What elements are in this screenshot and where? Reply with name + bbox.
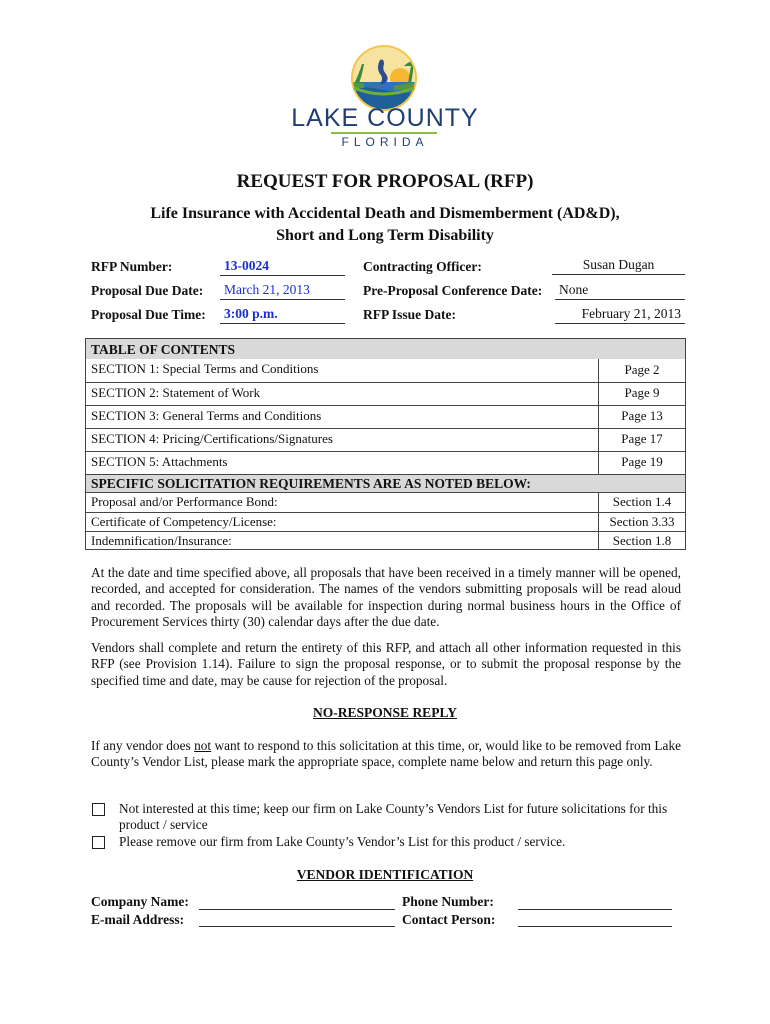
toc-row xyxy=(86,406,685,428)
toc-row-label: SECTION 5: Attachments xyxy=(91,454,228,469)
vendor-identification-heading: VENDOR IDENTIFICATION xyxy=(296,867,474,882)
email-field[interactable] xyxy=(199,926,395,927)
toc-row-page: Page 9 xyxy=(598,383,685,405)
toc-row xyxy=(86,383,685,405)
requirement-label: Certificate of Competency/License: xyxy=(91,514,277,529)
contracting-officer-label: Contracting Officer: xyxy=(363,259,482,274)
toc-row xyxy=(86,359,685,382)
requirement-ref: Section 3.33 xyxy=(598,513,685,531)
toc-row-label: SECTION 2: Statement of Work xyxy=(91,385,261,400)
vendor-instructions-paragraph: Vendors shall complete and return the entirety of this RFP, and attach all other information requested in this RFP (see Provision 1.14). Failure to sign the proposal response, or to submit the proposal response by the specified time and date, may be cause for rejection of the proposal. xyxy=(91,640,681,688)
brand-name: LAKE COUNTY xyxy=(291,104,479,132)
issue-date-value: February 21, 2013 xyxy=(555,306,685,324)
toc-row-page: Page 2 xyxy=(598,359,685,382)
contact-person-label: Contact Person: xyxy=(402,912,496,927)
keep-on-list-checkbox[interactable] xyxy=(92,803,105,816)
toc-row-label: SECTION 3: General Terms and Conditions xyxy=(91,408,322,423)
requirement-row xyxy=(86,513,685,531)
phone-number-field[interactable] xyxy=(518,909,672,910)
remove-from-list-option: Please remove our firm from Lake County’s Vendor’s List for this product / service. xyxy=(119,834,566,849)
document-title: REQUEST FOR PROPOSAL (RFP) xyxy=(236,171,534,192)
due-time-label: Proposal Due Time: xyxy=(91,307,206,322)
requirement-ref: Section 1.8 xyxy=(598,532,685,549)
document-subtitle-2: Short and Long Term Disability xyxy=(276,227,494,244)
brand-subtitle: FLORIDA xyxy=(341,135,429,149)
requirement-row xyxy=(86,532,685,549)
pre-proposal-label: Pre-Proposal Conference Date: xyxy=(363,283,543,298)
toc-row-page: Page 17 xyxy=(598,429,685,451)
toc-row xyxy=(86,452,685,474)
requirement-ref: Section 1.4 xyxy=(598,493,685,512)
no-response-paragraph xyxy=(91,738,681,771)
toc-row-page: Page 19 xyxy=(598,452,685,474)
due-date-value: March 21, 2013 xyxy=(220,282,345,300)
email-label: E-mail Address: xyxy=(91,912,185,927)
rfp-number-label: RFP Number: xyxy=(91,259,173,274)
contact-person-field[interactable] xyxy=(518,926,672,927)
toc-row xyxy=(86,429,685,451)
document-subtitle-1: Life Insurance with Accidental Death and Dismemberment (AD&D), xyxy=(150,205,620,222)
phone-number-label: Phone Number: xyxy=(402,894,494,909)
toc-row-page: Page 13 xyxy=(598,406,685,428)
no-response-text-not: not xyxy=(194,738,212,753)
remove-from-list-checkbox[interactable] xyxy=(92,836,105,849)
toc-header: TABLE OF CONTENTS xyxy=(86,339,685,359)
toc-row-label: SECTION 1: Special Terms and Conditions xyxy=(91,361,319,376)
contracting-officer-value: Susan Dugan xyxy=(552,257,685,275)
no-response-text-after: want to respond to this solicitation at this time, or, would like to be removed from Lake County’s Vendor List, please mark the appropriate space, complete name below and return this page only. xyxy=(91,738,681,770)
due-date-label: Proposal Due Date: xyxy=(91,283,204,298)
due-time-value: 3:00 p.m. xyxy=(220,306,345,324)
requirement-row xyxy=(86,493,685,512)
company-name-field[interactable] xyxy=(199,909,395,910)
requirement-label: Proposal and/or Performance Bond: xyxy=(91,494,278,509)
requirement-label: Indemnification/Insurance: xyxy=(91,533,232,548)
brand-divider xyxy=(331,132,437,134)
rfp-number-value: 13-0024 xyxy=(220,258,345,276)
keep-on-list-option: Not interested at this time; keep our firm on Lake County’s Vendors List for future solicitations for this product / service xyxy=(119,801,668,833)
opening-paragraph: At the date and time specified above, all proposals that have been received in a timely manner will be opened, recorded, and accepted for consideration. The names of the vendors submitting proposals will be read aloud and recorded. The proposals will be available for inspection during normal business hours in the Office of Procurement Services thirty (30) calendar days after the due date. xyxy=(91,565,681,630)
requirements-header: SPECIFIC SOLICITATION REQUIREMENTS ARE AS NOTED BELOW: xyxy=(86,475,685,492)
no-response-text-before: If any vendor does xyxy=(91,738,195,753)
toc-row-label: SECTION 4: Pricing/Certifications/Signatures xyxy=(91,431,333,446)
issue-date-label: RFP Issue Date: xyxy=(363,307,456,322)
table-of-contents xyxy=(85,338,686,550)
pre-proposal-value: None xyxy=(555,282,685,300)
no-response-heading: NO-RESPONSE REPLY xyxy=(313,705,457,720)
company-name-label: Company Name: xyxy=(91,894,189,909)
